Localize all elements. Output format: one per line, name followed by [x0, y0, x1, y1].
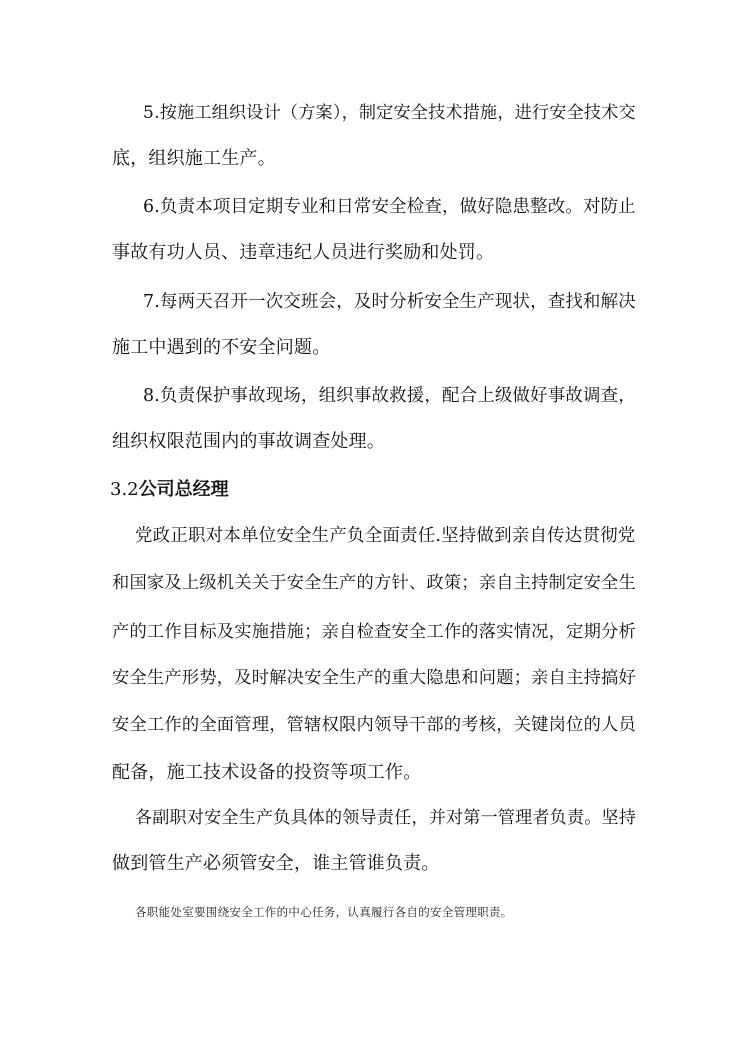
section-paragraph-1-line-6: 配备，施工技术设备的投资等项工作。	[112, 762, 422, 783]
section-heading	[110, 478, 229, 502]
paragraph-8-line-1: 8.负责保护事故现场，组织事故救援，配合上级做好事故调查，	[143, 386, 636, 406]
section-paragraph-1-line-3: 产的工作目标及实施措施；亲自检查安全工作的落实情况，定期分析	[112, 622, 636, 642]
section-number: 3.2	[110, 479, 139, 500]
paragraph-5-line-1: 5.按施工组织设计（方案），制定安全技术措施，进行安全技术交	[143, 103, 636, 123]
paragraph-7-line-1: 7.每两天召开一次交班会，及时分析安全生产现状，查找和解决	[143, 292, 636, 312]
paragraph-6-line-1: 6.负责本项目定期专业和日常安全检查，做好隐患整改。对防止	[143, 197, 636, 217]
section-paragraph-1-line-1: 党政正职对本单位安全生产负全面责任.坚持做到亲自传达贯彻党	[135, 526, 636, 546]
section-paragraph-1-line-2: 和国家及上级机关关于安全生产的方针、政策；亲自主持制定安全生	[112, 573, 636, 593]
section-paragraph-2-line-1: 各副职对安全生产负具体的领导责任，并对第一管理者负责。坚持	[135, 808, 637, 828]
section-paragraph-1-line-5: 安全工作的全面管理，管辖权限内领导干部的考核，关键岗位的人员	[112, 715, 636, 735]
section-paragraph-2-line-2: 做到管生产必须管安全，谁主管谁负责。	[112, 853, 440, 874]
section-paragraph-1-line-4: 安全生产形势，及时解决安全生产的重大隐患和问题；亲自主持搞好	[112, 668, 636, 688]
paragraph-7-line-2: 施工中遇到的不安全问题。	[112, 337, 331, 358]
paragraph-8-line-2: 组织权限范围内的事故调查处理。	[112, 431, 385, 452]
paragraph-5-line-2: 底，组织施工生产。	[112, 148, 276, 169]
footnote-text: 各职能处室要围绕安全工作的中心任务，认真履行各自的安全管理职责。	[135, 905, 513, 919]
paragraph-6-line-2: 事故有功人员、违章违纪人员进行奖励和处罚。	[112, 242, 495, 263]
section-title: 公司总经理	[138, 479, 229, 500]
